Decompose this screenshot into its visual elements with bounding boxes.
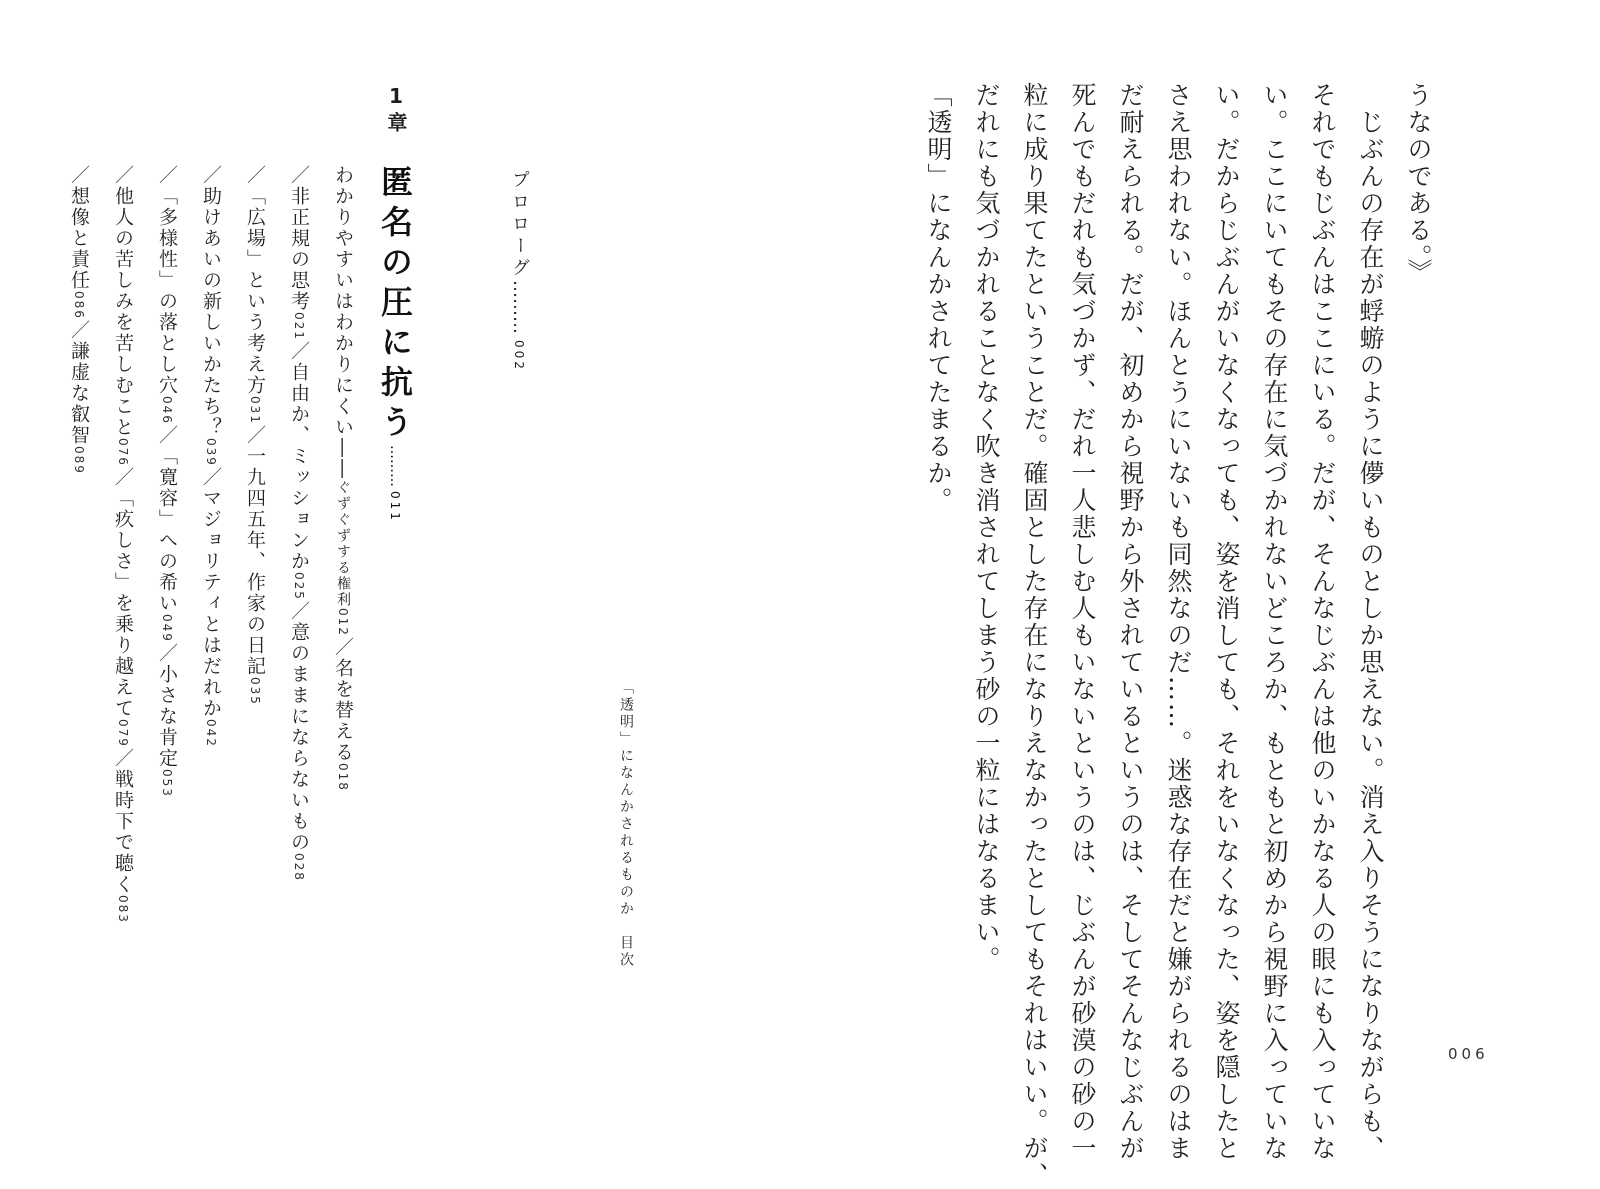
toc-separator-slash: ／ [68,319,90,341]
text-page [800,0,1600,1189]
chapter-leader-dots: ……… [387,445,403,487]
toc-separator-slash: ／ [156,165,178,186]
body-line: 「透明」になんかされてたまるか。 [924,82,953,514]
toc-entry-title: 想像と責任 [68,186,90,291]
toc-entry-title: 「寛容」への希い [156,445,178,614]
toc-entry-title: 非正規の思考 [288,186,310,312]
toc-entry[interactable] [156,165,178,425]
body-text [914,82,1442,1189]
toc-entry-title: 「多様性」の落とし穴 [156,186,178,396]
toc-entry[interactable] [244,425,266,706]
body-line: じぶんの存在が蜉蝣のように儚いものとしか思えない。消え入りそうになりながらも、 [1356,82,1385,1162]
toc-separator-slash: ／ [112,747,134,769]
toc-entry-page-number: 053 [160,768,174,798]
toc-entry[interactable] [112,748,134,924]
toc-separator-slash: ／ [156,424,178,446]
toc-entry-page-number: 012 [336,608,350,637]
toc-entry-page-number: 025 [292,571,306,601]
toc-separator-slash: ／ [288,165,310,186]
toc-entry-title: 「広場」という考え方 [244,186,266,396]
toc-entry[interactable] [332,165,354,637]
toc-entry[interactable] [156,425,178,643]
toc-separator-slash: ／ [68,165,90,186]
toc-entry-page-number: 046 [160,396,174,425]
body-line: 死んでもだれも気づかず、だれ一人悲しむ人もいないというのは、じぶんが砂漠の砂の一 [1068,82,1097,1162]
prologue-label: プロローグ [509,170,530,280]
chapter-title: 匿名の圧に抗う [376,165,414,445]
toc-separator-slash: ／ [200,165,222,186]
body-line: 粒に成り果てたということだ。確固とした存在になりえなかったとしてもそれはいい。が、 [1020,82,1049,1189]
running-head: 「透明」になんかされるものか 目次 [618,680,634,969]
toc-entry-title: 小さな肯定 [156,663,178,769]
toc-entry-page-number: 079 [116,718,130,748]
toc-separator-slash: ／ [332,636,354,658]
toc-entry-title: マジョリティとはだれか [200,487,222,719]
toc-entry-subtitle: ぐずぐずする権利 [335,480,351,608]
toc-entry-title: わかりやすいはわかりにくい―― [332,165,354,480]
toc-entry[interactable] [200,467,222,748]
toc-entry[interactable] [68,165,90,320]
toc-entry-page-number: 028 [292,852,306,882]
toc-entry[interactable] [288,601,310,882]
toc-prologue[interactable] [506,170,532,372]
chapter-number: 1章 [384,84,408,136]
toc-entry[interactable] [112,467,134,748]
prologue-leader-dots: ……… [509,280,530,334]
toc-entry-title: 助けあいの新しいかたち？ [200,186,222,438]
toc-entry[interactable] [200,165,222,467]
body-line: うなのである。》 [1404,82,1433,286]
toc-separator-slash: ／ [112,165,134,186]
toc-page [0,0,800,1176]
toc-entry[interactable] [156,643,178,798]
toc-entry-title: 名を替える [332,657,354,763]
toc-entry-page-number: 021 [292,312,306,341]
toc-entry-title: 「疚しさ」を乗り越えて [112,487,134,719]
toc-entry-page-number: 076 [116,438,130,467]
toc-separator-slash: ／ [288,340,310,362]
toc-entry[interactable] [244,165,266,425]
toc-entry-page-number: 039 [204,438,218,467]
body-line: だれにも気づかれることなく吹き消されてしまう砂の一粒にはなるまい。 [972,82,1001,973]
toc-entry-title: 一九四五年、作家の日記 [244,445,266,677]
body-line: それでもじぶんはここにいる。だが、そんなじぶんは他のいかなる人の眼にも入っていな [1308,82,1337,1162]
toc-entry[interactable] [288,165,310,341]
toc-separator-slash: ／ [156,642,178,664]
toc-entry[interactable] [288,341,310,601]
toc-entry-page-number: 042 [204,718,218,748]
toc-entry-page-number: 049 [160,613,174,643]
toc-entry-page-number: 035 [248,676,262,706]
toc-separator-slash: ／ [244,165,266,186]
toc-entry-page-number: 031 [248,396,262,425]
toc-entry-title: 戦時下で聴く [112,768,134,895]
toc-entry-title: 意のままにならないもの [288,621,310,853]
toc-entry-list [68,165,365,965]
toc-entry-page-number: 083 [116,894,130,924]
toc-entry[interactable] [68,320,90,475]
toc-entry-title: 他人の苦しみを苦しむこと [112,186,134,438]
toc-entry-title: 自由か、ミッションか [288,361,310,572]
toc-entry[interactable] [332,637,354,792]
prologue-page-number: 002 [512,340,526,372]
toc-separator-slash: ／ [112,466,134,488]
toc-separator-slash: ／ [288,600,310,622]
toc-entry-page-number: 086 [72,291,86,320]
page-number: 006 [1448,1045,1489,1063]
toc-separator-slash: ／ [244,424,266,446]
body-line: い。ここにいてもその存在に気づかれないどころか、もともと初めから視野に入っていな [1260,82,1289,1162]
chapter-title-entry[interactable] [372,165,418,523]
toc-entry-page-number: 018 [336,762,350,792]
toc-entry[interactable] [112,165,134,467]
body-line: だ耐えられる。だが、初めから視野から外されているというのは、そしてそんなじぶんが [1116,82,1145,1162]
chapter-page-number: 011 [388,491,402,523]
body-line: さえ思われない。ほんとうにいないも同然なのだ……。迷惑な存在だと嫌がられるのはま [1164,82,1193,1162]
toc-entry-page-number: 089 [72,445,86,475]
toc-entry-title: 謙虚な叡智 [68,340,90,446]
toc-separator-slash: ／ [200,466,222,488]
body-line: い。だからじぶんがいなくなっても、姿を消しても、それをいなくなった、姿を隠したと [1212,82,1241,1162]
